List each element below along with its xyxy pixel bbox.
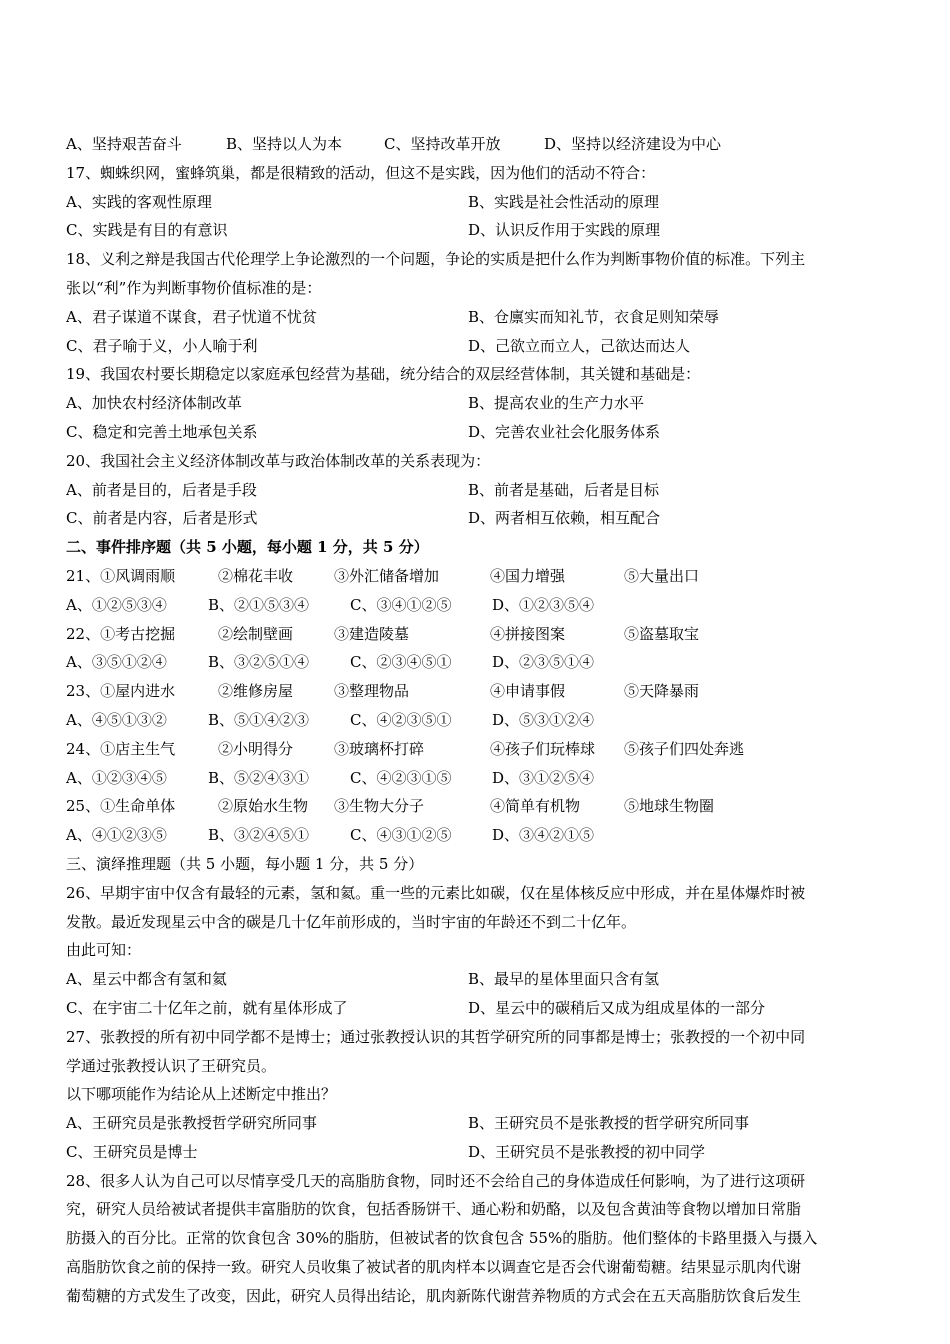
q23-options [66, 706, 886, 735]
q22-events [66, 620, 886, 649]
q28-stem-line2: 究，研究人员给被试者提供丰富脂肪的饮食，包括香肠饼干、通心粉和奶酪，以及包含黄油等食物以增加日常脂 [66, 1200, 802, 1219]
q21-options [66, 591, 886, 620]
q25-event-1: 25、①生命单体 [66, 797, 176, 816]
q18-option-a: A、君子谋道不谋食，君子忧道不忧贫 [66, 307, 317, 326]
q27-option-c: C、王研究员是博士 [66, 1142, 198, 1161]
q24-option-a: A、①②③④⑤ [66, 768, 167, 787]
q23-event-3: ③整理物品 [334, 682, 410, 701]
q19-stem: 19、我国农村要长期稳定以家庭承包经营为基础，统分结合的双层经营体制，其关键和基础是： [66, 365, 701, 384]
q21-event-4: ④国力增强 [490, 566, 566, 585]
q19-option-b: B、提高农业的生产力水平 [468, 394, 645, 413]
q24-option-d: D、③①②⑤④ [492, 768, 595, 787]
q17-options-row2 [66, 216, 886, 245]
q28-stem-line3: 肪摄入的百分比。正常的饮食包含 30%的脂肪，但被试者的饮食包含 55%的脂肪。他们整体的卡路里摄入与摄入 [66, 1229, 818, 1248]
q27-prompt: 以下哪项能作为结论从上述断定中推出？ [66, 1085, 337, 1104]
q19-option-d: D、完善农业社会化服务体系 [468, 422, 661, 441]
q17-option-a: A、实践的客观性原理 [66, 192, 212, 211]
q20-options-row1 [66, 476, 886, 505]
q19-options-row1 [66, 389, 886, 418]
q27-options-row2 [66, 1138, 886, 1167]
q26-prompt: 由此可知： [66, 941, 142, 960]
q26-options-row2 [66, 994, 886, 1023]
q22-event-1: 22、①考古挖掘 [66, 624, 176, 643]
q22-event-3: ③建造陵墓 [334, 624, 410, 643]
q21-option-c: C、③④①②⑤ [350, 595, 452, 614]
q23-event-4: ④申请事假 [490, 682, 566, 701]
q24-option-c: C、④②③①⑤ [350, 768, 452, 787]
q17-options-row1 [66, 188, 886, 217]
q25-option-c: C、④③①②⑤ [350, 826, 452, 845]
q26-option-d: D、星云中的碳稍后又成为组成星体的一部分 [468, 998, 766, 1017]
q17-option-c: C、实践是有目的有意识 [66, 221, 228, 240]
q23-option-d: D、⑤③①②④ [492, 710, 595, 729]
q22-option-d: D、②③⑤①④ [492, 653, 595, 672]
q17-stem: 17、蜘蛛织网，蜜蜂筑巢，都是很精致的活动，但这不是实践，因为他们的活动不符合： [66, 163, 656, 182]
q20-option-c: C、前者是内容，后者是形式 [66, 509, 258, 528]
q23-option-c: C、④②③⑤① [350, 710, 452, 729]
q17-option-b: B、实践是社会性活动的原理 [468, 192, 660, 211]
q18-options-row1 [66, 303, 886, 332]
q22-option-c: C、②③④⑤① [350, 653, 452, 672]
q22-option-b: B、③②⑤①④ [208, 653, 310, 672]
q21-event-3: ③外汇储备增加 [334, 566, 440, 585]
q21-events [66, 562, 886, 591]
q28-stem-line5: 葡萄糖的方式发生了改变，因此，研究人员得出结论，肌肉新陈代谢营养物质的方式会在五天高脂肪饮食后发生 [66, 1286, 802, 1305]
q19-options-row2 [66, 418, 886, 447]
q21-option-a: A、①②⑤③④ [66, 595, 167, 614]
q28-stem-line4: 高脂肪饮食之前的保持一致。研究人员收集了被试者的肌肉样本以调查它是否会代谢葡萄糖。结果显示肌肉代谢 [66, 1258, 802, 1277]
q23-event-5: ⑤天降暴雨 [624, 682, 700, 701]
q26-option-c: C、在宇宙二十亿年之前，就有星体形成了 [66, 998, 348, 1017]
q16-option-c: C、坚持改革开放 [384, 135, 501, 153]
q22-options [66, 648, 886, 677]
q26-stem-line1: 26、早期宇宙中仅含有最轻的元素，氢和氦。重一些的元素比如碳，仅在星体核反应中形成，并在星体爆炸时被 [66, 883, 806, 902]
q21-option-b: B、②①⑤③④ [208, 595, 310, 614]
q24-event-2: ②小明得分 [218, 739, 294, 758]
q26-option-b: B、最早的星体里面只含有氢 [468, 970, 660, 989]
q27-option-b: B、王研究员不是张教授的哲学研究所同事 [468, 1114, 750, 1133]
q22-event-5: ⑤盗墓取宝 [624, 624, 700, 643]
q16-option-a: A、坚持艰苦奋斗 [66, 135, 182, 153]
q18-option-d: D、己欲立而立人，己欲达而达人 [468, 336, 691, 355]
q22-option-a: A、③⑤①②④ [66, 653, 167, 672]
q24-events [66, 735, 886, 764]
q23-event-2: ②维修房屋 [218, 682, 294, 701]
q26-stem-line2: 发散。最近发现星云中含的碳是几十亿年前形成的，当时宇宙的年龄还不到二十亿年。 [66, 912, 637, 931]
page-content [66, 130, 886, 1311]
q28-stem-line1: 28、很多人认为自己可以尽情享受几天的高脂肪食物，同时还不会给自己的身体造成任何影响，为了进行这项研 [66, 1171, 806, 1190]
q25-option-b: B、③②④⑤① [208, 826, 310, 845]
q24-option-b: B、⑤②④③① [208, 768, 310, 787]
q27-stem-line1: 27、张教授的所有初中同学都不是博士；通过张教授认识的其哲学研究所的同事都是博士；张教授的一个初中同 [66, 1027, 806, 1046]
q27-option-a: A、王研究员是张教授哲学研究所同事 [66, 1114, 317, 1133]
q18-stem-line2: 张以“利”作为判断事物价值标准的是： [66, 278, 322, 297]
q27-stem-line2: 学通过张教授认识了王研究员。 [66, 1056, 277, 1075]
q17-option-d: D、认识反作用于实践的原理 [468, 221, 661, 240]
q25-event-5: ⑤地球生物圈 [624, 797, 715, 816]
q20-options-row2 [66, 504, 886, 533]
q16-option-d: D、坚持以经济建设为中心 [544, 135, 722, 153]
q25-option-a: A、④①②③⑤ [66, 826, 167, 845]
q24-event-1: 24、①店主生气 [66, 739, 176, 758]
q21-event-1: 21、①风调雨顺 [66, 566, 176, 585]
q24-event-5: ⑤孩子们四处奔逃 [624, 739, 745, 758]
q25-event-4: ④简单有机物 [490, 797, 581, 816]
q21-event-2: ②棉花丰收 [218, 566, 294, 585]
q19-option-a: A、加快农村经济体制改革 [66, 394, 242, 413]
q24-options [66, 764, 886, 793]
section3-heading: 三、演绎推理题（共 5 小题，每小题 1 分，共 5 分） [66, 854, 424, 873]
q26-option-a: A、星云中都含有氢和氦 [66, 970, 227, 989]
q23-event-1: 23、①屋内进水 [66, 682, 176, 701]
q25-events [66, 792, 886, 821]
q26-options-row1 [66, 965, 886, 994]
q19-option-c: C、稳定和完善土地承包关系 [66, 422, 258, 441]
q25-event-2: ②原始水生物 [218, 797, 309, 816]
q18-stem-line1: 18、义利之辩是我国古代伦理学上争论激烈的一个问题，争论的实质是把什么作为判断事物价值的标准。下列主 [66, 250, 806, 269]
q22-event-2: ②绘制壁画 [218, 624, 294, 643]
q18-options-row2 [66, 332, 886, 361]
section2-heading: 二、事件排序题（共 5 小题，每小题 1 分，共 5 分） [66, 538, 429, 557]
q24-event-3: ③玻璃杯打碎 [334, 739, 425, 758]
q27-options-row1 [66, 1109, 886, 1138]
q16-options [66, 130, 886, 159]
q24-event-4: ④孩子们玩棒球 [490, 739, 596, 758]
q20-option-d: D、两者相互依赖，相互配合 [468, 509, 661, 528]
q21-option-d: D、①②③⑤④ [492, 595, 595, 614]
q23-option-b: B、⑤①④②③ [208, 710, 310, 729]
q18-option-b: B、仓廪实而知礼节，衣食足则知荣辱 [468, 307, 720, 326]
q23-events [66, 677, 886, 706]
q20-stem: 20、我国社会主义经济体制改革与政治体制改革的关系表现为： [66, 451, 491, 470]
q25-event-3: ③生物大分子 [334, 797, 425, 816]
q23-option-a: A、④⑤①③② [66, 710, 167, 729]
q20-option-b: B、前者是基础，后者是目标 [468, 480, 660, 499]
q22-event-4: ④拼接图案 [490, 624, 566, 643]
q18-option-c: C、君子喻于义，小人喻于利 [66, 336, 258, 355]
q21-event-5: ⑤大量出口 [624, 566, 700, 585]
q16-option-b: B、坚持以人为本 [226, 135, 343, 153]
q27-option-d: D、王研究员不是张教授的初中同学 [468, 1142, 706, 1161]
q25-option-d: D、③④②①⑤ [492, 826, 595, 845]
q25-options [66, 821, 886, 850]
q20-option-a: A、前者是目的，后者是手段 [66, 480, 257, 499]
